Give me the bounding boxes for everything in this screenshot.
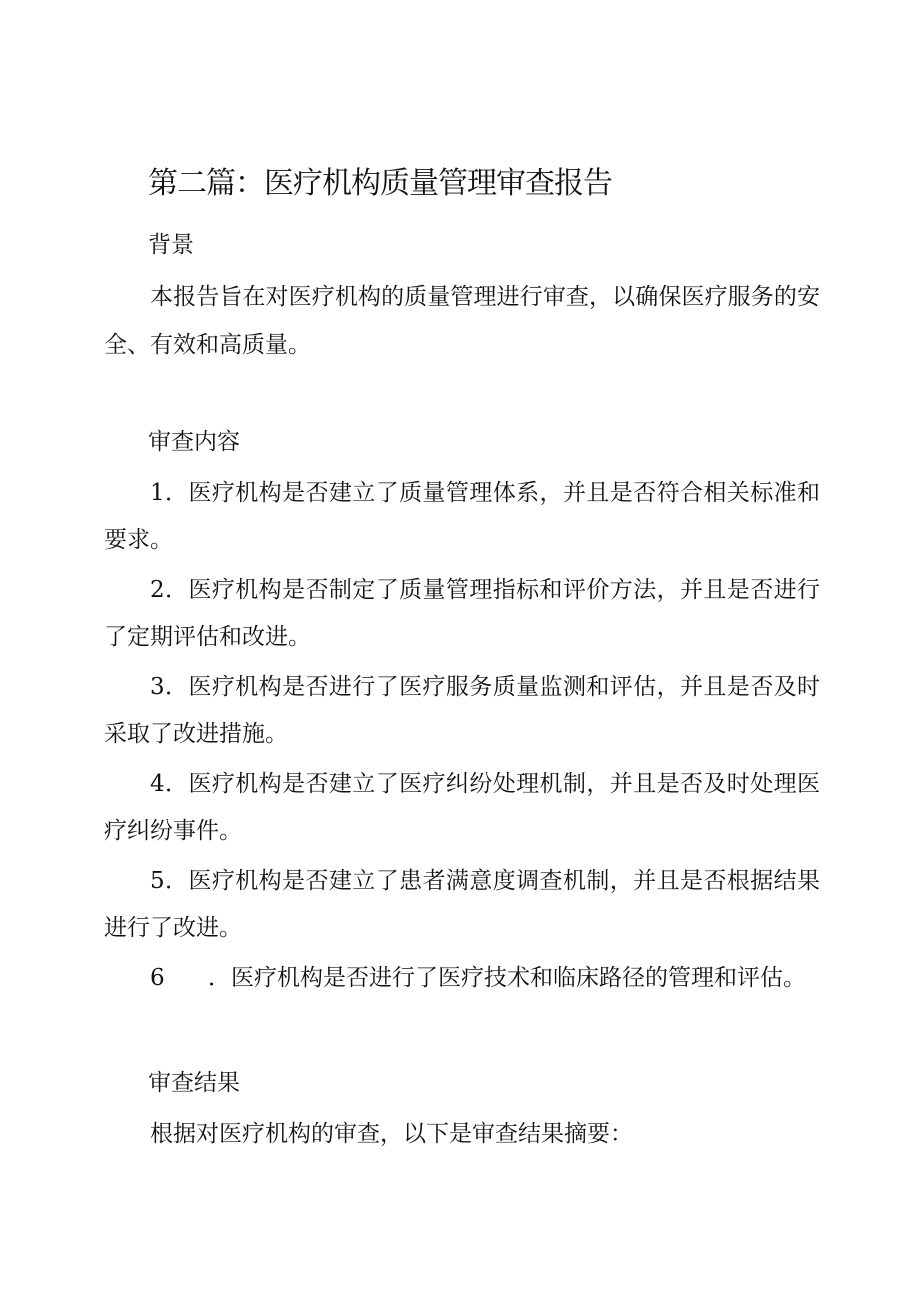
section-heading-review-content: 审查内容 — [148, 429, 240, 455]
list-item-number: 4 — [150, 771, 165, 797]
list-item-text: ．医疗机构是否进行了医疗技术和临床路径的管理和评估。 — [208, 965, 806, 991]
list-item — [104, 470, 820, 564]
list-item-text: ．医疗机构是否建立了患者满意度调查机制，并且是否根据结果进行了改进。 — [104, 868, 820, 941]
list-item — [104, 567, 820, 661]
list-item-text: ．医疗机构是否进行了医疗服务质量监测和评估，并且是否及时采取了改进措施。 — [104, 674, 820, 747]
section-heading-background: 背景 — [148, 232, 194, 258]
list-item-number: 5 — [150, 868, 165, 894]
list-item-number: 6 — [150, 965, 165, 991]
background-paragraph: 本报告旨在对医疗机构的质量管理进行审查，以确保医疗服务的安全、有效和高质量。 — [104, 284, 820, 358]
section-heading-review-results: 审查结果 — [148, 1070, 240, 1096]
list-item — [104, 858, 820, 952]
list-item — [104, 955, 820, 1002]
list-item-number: 2 — [150, 577, 165, 603]
page-title: 第二篇：医疗机构质量管理审查报告 — [148, 166, 612, 201]
list-item-number: 3 — [150, 674, 165, 700]
list-item-text: ．医疗机构是否制定了质量管理指标和评价方法，并且是否进行了定期评估和改进。 — [104, 577, 820, 650]
list-item-text: ．医疗机构是否建立了质量管理体系，并且是否符合相关标准和要求。 — [104, 480, 820, 553]
list-item — [104, 664, 820, 758]
list-item — [104, 761, 820, 855]
list-item-number: 1 — [150, 480, 165, 506]
results-paragraph: 根据对医疗机构的审查，以下是审查结果摘要： — [150, 1121, 633, 1147]
list-item-text: ．医疗机构是否建立了医疗纠纷处理机制，并且是否及时处理医疗纠纷事件。 — [104, 771, 820, 844]
